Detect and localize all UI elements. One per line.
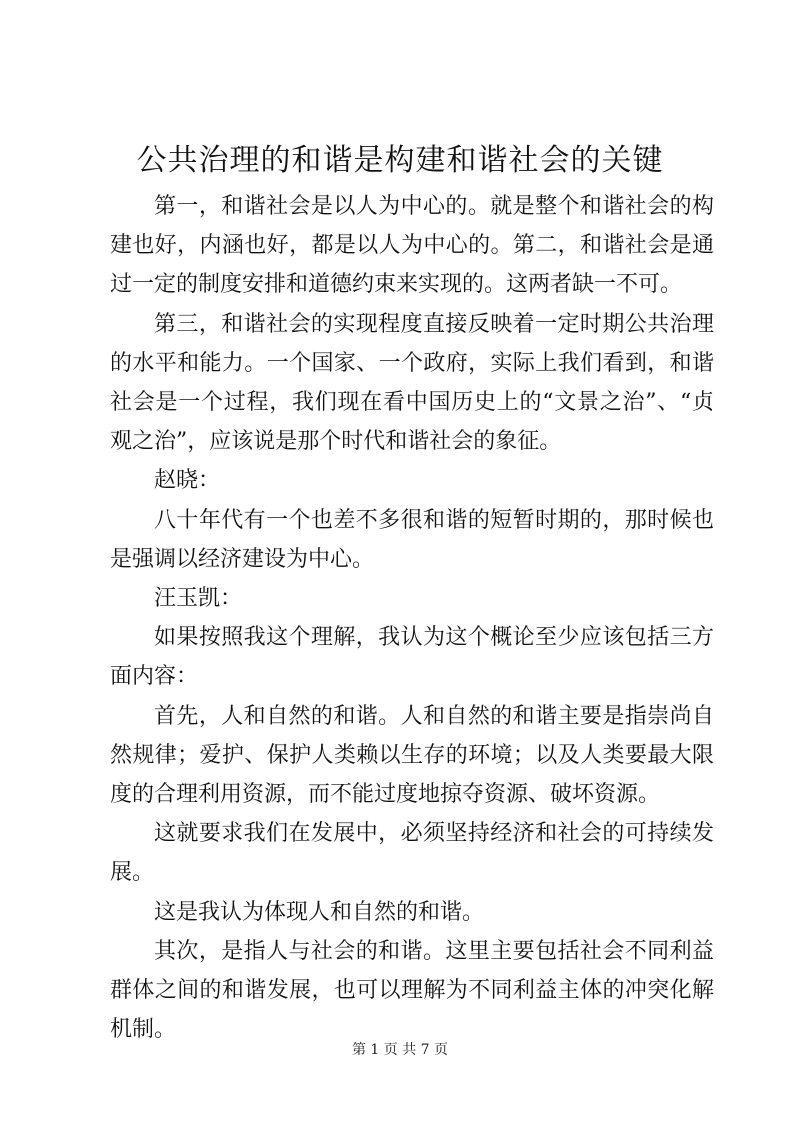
paragraph: 首先，人和自然的和谐。人和自然的和谐主要是指崇尚自然规律；爱护、保护人类赖以生存的环境；以及人类要最大限度的合理利用资源，而不能过度地掠夺资源、破坏资源。 [110, 703, 714, 808]
paragraph: 这是我认为体现人和自然的和谐。 [154, 899, 485, 925]
speaker-name: 赵晓： [154, 468, 221, 494]
paragraph: 第三，和谐社会的实现程度直接反映着一定时期公共治理的水平和能力。一个国家、一个政府，实际上我们看到，和谐社会是一个过程，我们现在看中国历史上的“文景之治”、“贞观之治”，应该说是那个时代和谐社会的象征。 [110, 311, 714, 455]
document-title: 公共治理的和谐是构建和谐社会的关键 [136, 143, 664, 178]
paragraph: 这就要求我们在发展中，必须坚持经济和社会的可持续发展。 [110, 821, 714, 886]
document-body [110, 187, 714, 1049]
speaker-name: 汪玉凯： [154, 586, 243, 612]
page-footer: 第 1 页 共 7 页 [351, 1042, 449, 1058]
paragraph: 如果按照我这个理解，我认为这个概论至少应该包括三方面内容： [110, 625, 714, 690]
paragraph: 八十年代有一个也差不多很和谐的短暂时期的，那时候也是强调以经济建设为中心。 [110, 507, 714, 572]
paragraph: 其次，是指人与社会的和谐。这里主要包括社会不同利益群体之间的和谐发展，也可以理解为不同利益主体的冲突化解机制。 [110, 938, 714, 1043]
paragraph: 第一，和谐社会是以人为中心的。就是整个和谐社会的构建也好，内涵也好，都是以人为中心的。第二，和谐社会是通过一定的制度安排和道德约束来实现的。这两者缺一不可。 [110, 194, 714, 298]
